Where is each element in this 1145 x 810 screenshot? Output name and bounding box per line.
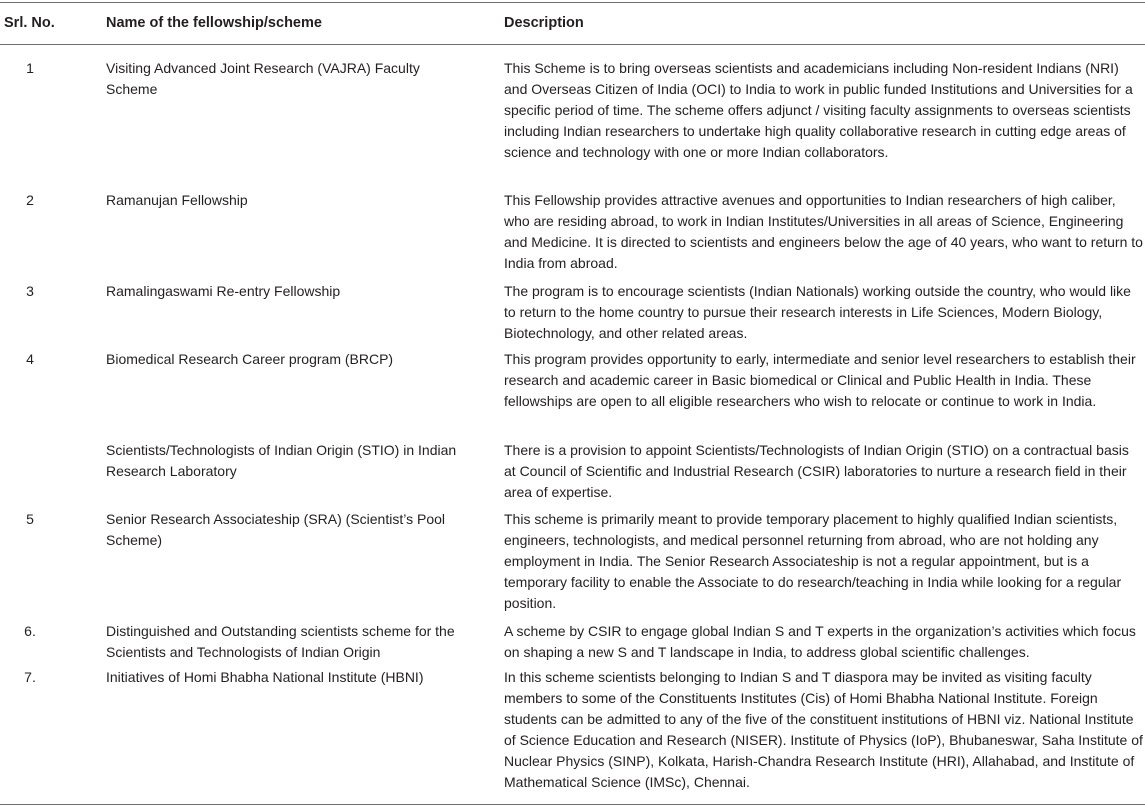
table-top-rule — [0, 2, 1145, 3]
row-serial: 2 — [26, 192, 34, 208]
row-name: Initiatives of Homi Bhabha National Institute (HBNI) — [106, 669, 424, 685]
row-name: Scientists/Technologists of Indian Origin (STIO) in Indian Research Laboratory — [106, 442, 457, 479]
row-serial: 6. — [24, 623, 36, 639]
row-serial: 5 — [26, 511, 34, 527]
row-name: Visiting Advanced Joint Research (VAJRA) Faculty Scheme — [106, 60, 420, 97]
header-rule — [0, 44, 1145, 45]
row-name: Senior Research Associateship (SRA) (Scientist’s Pool Scheme) — [106, 511, 446, 548]
row-description: The program is to encourage scientists (Indian Nationals) working outside the country, who would like to return to the home country to pursue their research interests in Life Sciences, Modern Biology, Biotechnology, and other related areas. — [504, 283, 1131, 341]
row-description: A scheme by CSIR to engage global Indian S and T experts in the organization’s activities which focus on shaping a new S and T landscape in India, to address global scientific challenges. — [504, 623, 1136, 660]
row-serial: 7. — [24, 669, 36, 685]
header-name: Name of the fellowship/scheme — [106, 15, 322, 31]
header-description: Description — [504, 15, 584, 31]
table-bottom-rule — [0, 804, 1145, 805]
row-serial: 1 — [26, 60, 34, 76]
header-serial: Srl. No. — [4, 15, 55, 31]
row-description: There is a provision to appoint Scientists/Technologists of Indian Origin (STIO) on a contractual basis at Council of Scientific and Industrial Research (CSIR) laboratories to nurture a research field in their area of expertise. — [504, 442, 1129, 500]
row-description: This Scheme is to bring overseas scientists and academicians including Non-resident Indians (NRI) and Overseas Citizen of India (OCI) to India to work in public funded Institutions and Universities for a specific period of time. The scheme offers adjunct / visiting faculty assignments to overseas scientists including Indian researchers to undertake high quality collaborative research in cutting edge areas of science and technology with one or more Indian collaborators. — [504, 60, 1133, 160]
row-description: This scheme is primarily meant to provide temporary placement to highly qualified Indian scientists, engineers, technologists, and medical personnel returning from abroad, who are not holding any employment in India. The Senior Research Associateship is not a regular appointment, but is a temporary facility to enable the Associate to do research/teaching in India while looking for a regular position. — [504, 511, 1122, 611]
row-serial: 3 — [26, 283, 34, 299]
row-description: This program provides opportunity to early, intermediate and senior level researchers to establish their research and academic career in Basic biomedical or Clinical and Public Health in India. These fellowships are open to all eligible researchers who wish to relocate or continue to work in India. — [504, 351, 1136, 409]
row-name: Distinguished and Outstanding scientists scheme for the Scientists and Technologists of Indian Origin — [106, 623, 455, 660]
row-name: Ramalingaswami Re-entry Fellowship — [106, 283, 341, 299]
row-serial: 4 — [26, 351, 34, 367]
row-name: Ramanujan Fellowship — [106, 192, 248, 208]
row-name: Biomedical Research Career program (BRCP) — [106, 351, 394, 367]
row-description: This Fellowship provides attractive avenues and opportunities to Indian researchers of high caliber, who are residing abroad, to work in Indian Institutes/Universities in all areas of Science, Engineering and Medicine. It is directed to scientists and engineers below the age of 40 years, who want to return to India from abroad. — [504, 192, 1143, 271]
row-description: In this scheme scientists belonging to Indian S and T diaspora may be invited as visiting faculty members to some of the Constituents Institutes (Cis) of Homi Bhabha National Institute. Foreign students can be admitted to any of the five of the constituent institutions of HBNI viz. National Institute of Science Education and Research (NISER). Institute of Physics (IoP), Bhubaneswar, Saha Institute of Nuclear Physics (SINP), Kolkata, Harish-Chandra Research Institute (HRI), Allahabad, and Institute of Mathematical Science (IMSc), Chennai. — [504, 669, 1143, 790]
